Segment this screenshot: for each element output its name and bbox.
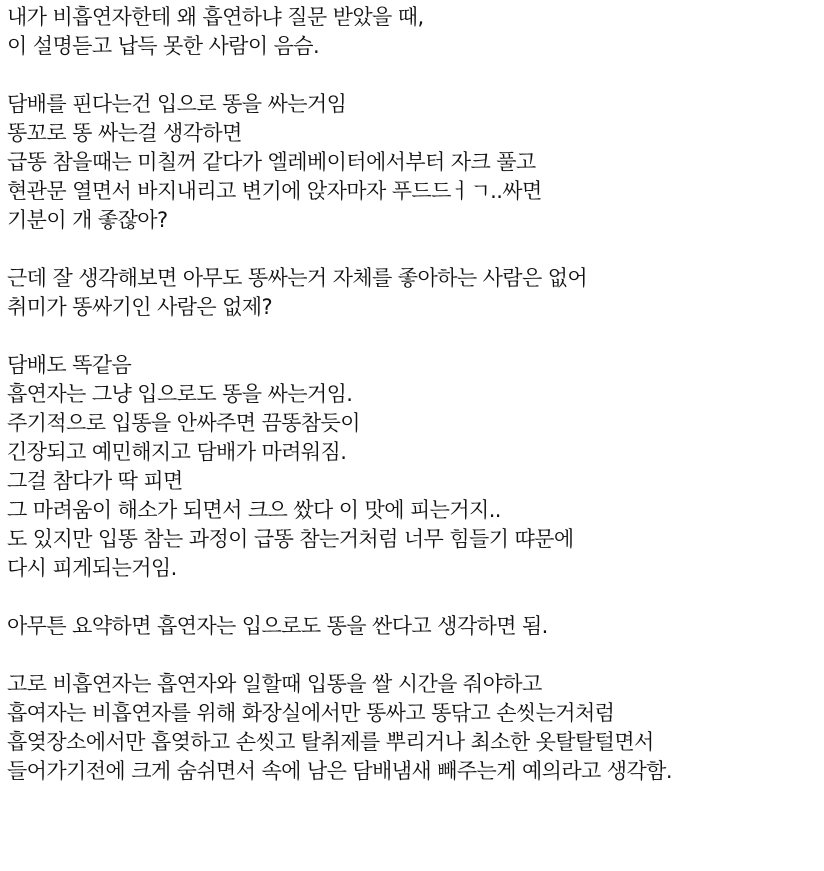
blank-line <box>7 235 824 264</box>
text-line: 기분이 개 좋잖아? <box>7 208 168 232</box>
blank-line <box>7 322 824 351</box>
blank-line <box>7 61 824 90</box>
blank-line <box>7 583 824 612</box>
text-line: 다시 피게되는거임. <box>7 556 177 580</box>
text-line: 급똥 참을때는 미칠꺼 같다가 엘레베이터에서부터 자크 풀고 <box>7 150 536 174</box>
text-line: 그 마려움이 해소가 되면서 크으 쌌다 이 맛에 피는거지.. <box>7 498 501 522</box>
text-line: 도 있지만 입똥 참는 과정이 급똥 참는거처럼 너무 힘들기 땨문에 <box>7 527 574 551</box>
paragraph-nobody-likes <box>7 264 824 322</box>
text-line: 아무튼 요약하면 흡연자는 입으로도 똥을 싼다고 생각하면 됨. <box>7 614 548 638</box>
text-line: 긴장되고 예민해지고 담배가 마려워짐. <box>7 440 347 464</box>
text-line: 근데 잘 생각해보면 아무도 똥싸는거 자체를 좋아하는 사람은 없어 <box>7 266 588 290</box>
text-line: 들어가기전에 크게 숨쉬면서 속에 남은 담배냄새 빼주는게 예의라고 생각함. <box>7 759 672 783</box>
text-line: 내가 비흡연자한테 왜 흡연하냐 질문 받았을 때, <box>7 5 424 29</box>
blank-line <box>7 641 824 670</box>
text-line: 주기적으로 입똥을 안싸주면 끔똥참듯이 <box>7 411 360 435</box>
text-line: 이 설명듣고 납득 못한 사람이 음슴. <box>7 34 320 58</box>
paragraph-smoking-same <box>7 351 824 583</box>
text-line: 고로 비흡연자는 흡연자와 일할때 입똥을 쌀 시간을 줘야하고 <box>7 672 542 696</box>
text-line: 담배도 똑같음 <box>7 353 132 377</box>
paragraph-intro <box>7 3 824 61</box>
text-line: 현관문 열면서 바지내리고 변기에 앉자마자 푸드드ㅓㄱ..싸면 <box>7 179 542 203</box>
text-line: 그걸 참다가 딱 피면 <box>7 469 183 493</box>
paragraph-summary <box>7 612 824 641</box>
paragraph-analogy <box>7 90 824 235</box>
paragraph-conclusion <box>7 670 824 786</box>
text-line: 흡연자는 그냥 입으로도 똥을 싸는거임. <box>7 382 353 406</box>
text-line: 흡여자는 비흡연자를 위해 화장실에서만 똥싸고 똥닦고 손씻는거처럼 <box>7 701 615 725</box>
text-line: 똥꼬로 똥 싸는걸 생각하면 <box>7 121 242 145</box>
text-line: 취미가 똥싸기인 사람은 없제? <box>7 295 273 319</box>
text-line: 흡옂장소에서만 흡옂하고 손씻고 탈취제를 뿌리거나 최소한 옷탈탈털면서 <box>7 730 654 754</box>
text-line: 담배를 핀다는건 입으로 똥을 싸는거임 <box>7 92 347 116</box>
